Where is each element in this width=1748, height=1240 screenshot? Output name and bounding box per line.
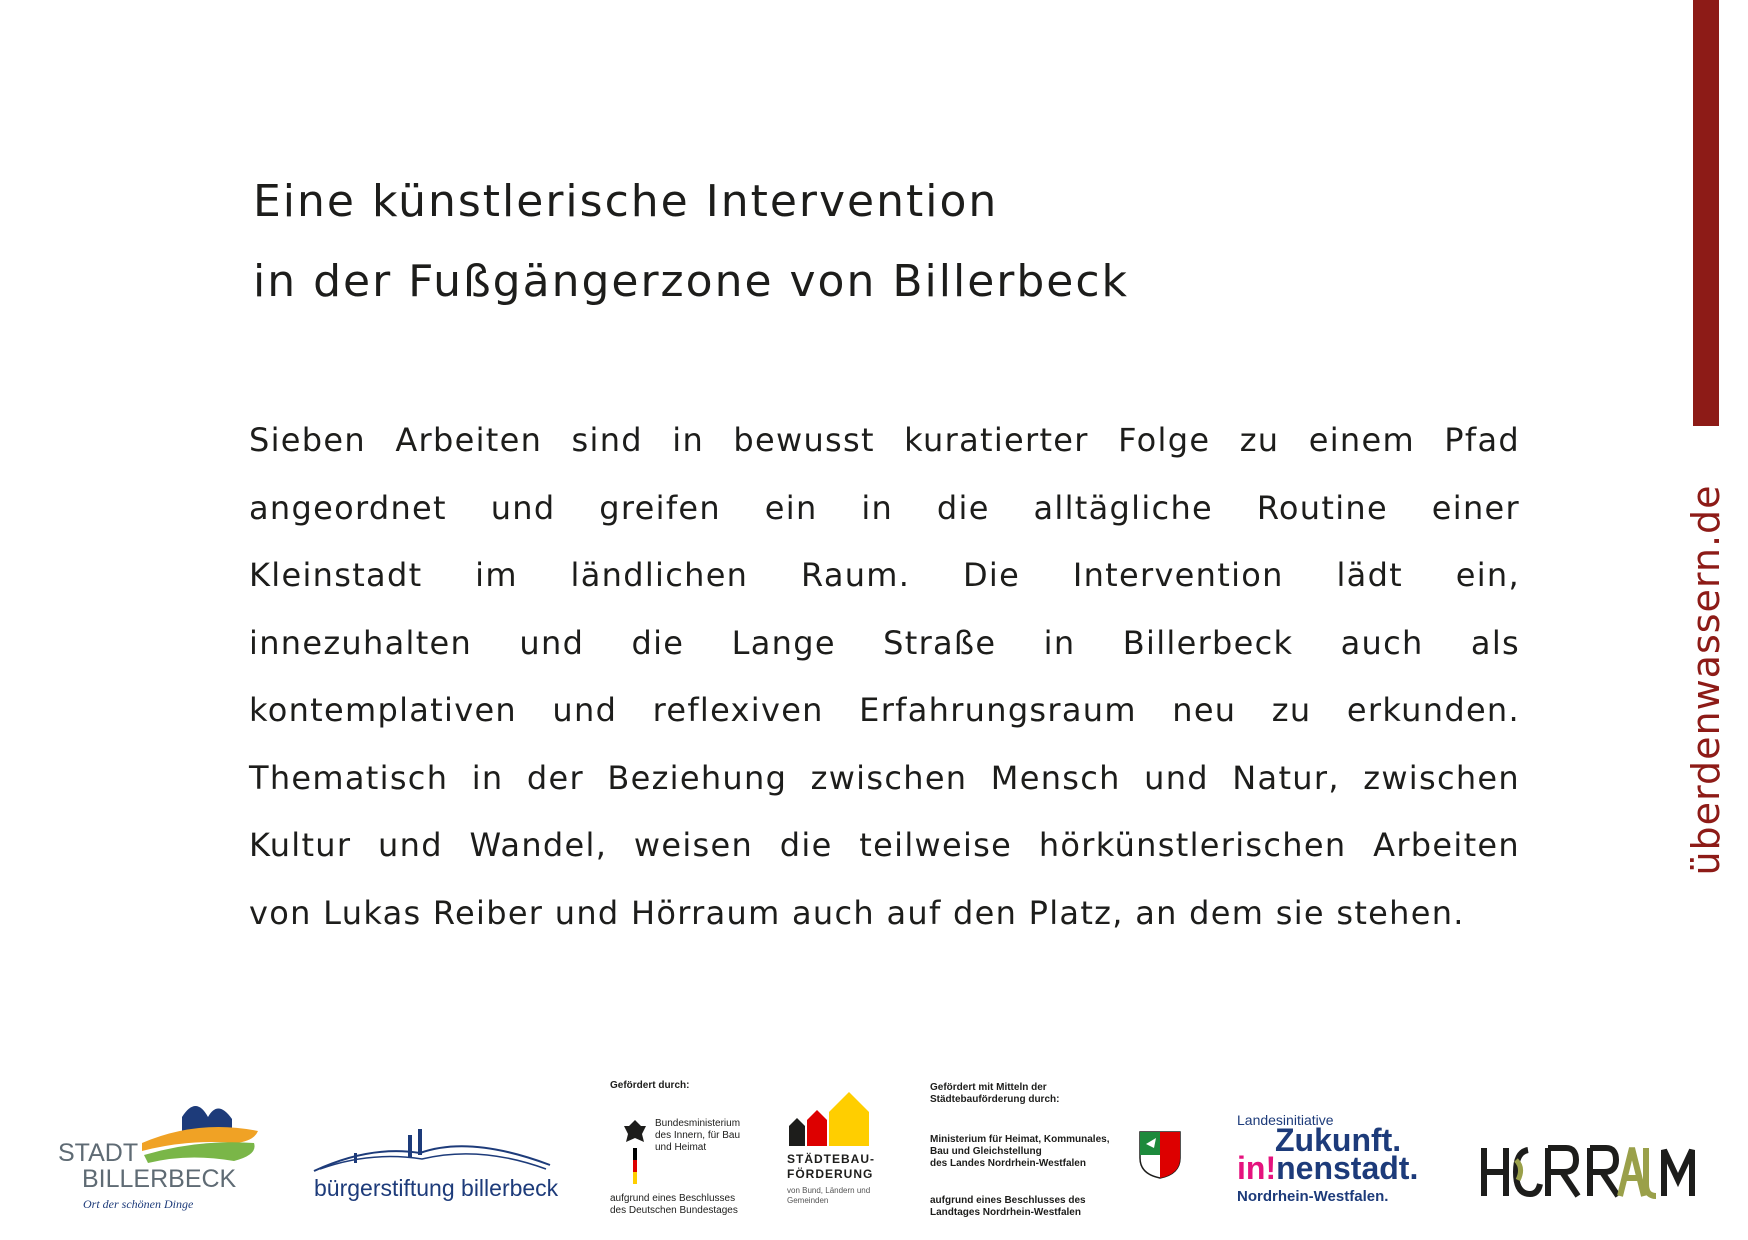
staedtebau-line-2: FÖRDERUNG [787,1167,874,1181]
bund-ministry-line-1: Bundesministerium [655,1118,741,1129]
nrw-funding-block [930,1082,1190,1222]
stadt-billerbeck-logo [58,1095,258,1220]
nrw-heading-line-1: Gefördert mit Mitteln der [930,1082,1047,1093]
staedtebau-sub-2: Gemeinden [787,1196,829,1205]
body-line: von Lukas Reiber und Hörraum auch auf den Platz, an dem sie stehen. [249,893,1465,932]
body-line: Thematisch in der Beziehung zwischen Mensch und Natur, zwischen [249,758,1520,797]
nrw-ministry-line-2: Bau und Gleichstellung [930,1146,1042,1157]
zukunft-word-1: Zukunft. [1275,1122,1402,1158]
buergerstiftung-logo [310,1125,560,1220]
staedtebaufoerderung-logo [785,1090,885,1210]
side-accent-bar [1693,0,1719,426]
zukunft-innenstadt-logo [1237,1112,1437,1212]
bund-ministry-line-2: des Innern, für Bau [655,1130,741,1141]
bund-heading: Gefördert durch: [610,1080,690,1091]
nrw-coat-of-arms-icon [1136,1130,1184,1180]
bund-foot-line-2: des Deutschen Bundestages [610,1205,738,1216]
body-line: Kleinstadt im ländlichen Raum. Die Intervention lädt ein, [249,556,1520,594]
staedtebau-line-1: STÄDTEBAU- [787,1152,875,1166]
bund-funding-block [610,1080,770,1220]
nrw-foot-line-1: aufgrund eines Beschlusses des [930,1195,1086,1206]
body-line: innezuhalten und die Lange Straße in Billerbeck auch als [249,623,1520,662]
houses-icon [787,1090,877,1146]
zukunft-in: in [1237,1150,1266,1186]
zukunft-exclaim: ! [1265,1150,1277,1186]
bund-foot-line-1: aufgrund eines Beschlusses [610,1193,736,1204]
buergerstiftung-name: bürgerstiftung billerbeck [314,1175,559,1201]
bund-ministry-line-3: und Heimat [655,1142,707,1153]
nrw-heading-line-2: Städtebauförderung durch: [930,1094,1060,1105]
zukunft-word-2 [1237,1150,1418,1187]
hoerraum-wordmark [1478,1125,1698,1210]
body-line: Kultur und Wandel, weisen die teilweise hörkünstlerischen Arbeiten [249,826,1520,864]
staedtebau-sub-1: von Bund, Ländern und [787,1186,871,1195]
headline [253,162,1129,322]
zukunft-nenstadt: nenstadt. [1276,1150,1419,1186]
nrw-ministry-line-3: des Landes Nordrhein-Westfalen [930,1158,1086,1169]
body-line: Sieben Arbeiten sind in bewusst kuratierter Folge zu einem Pfad [249,421,1520,459]
hoerraum-logo [1478,1125,1698,1210]
headline-line-1: Eine künstlerische Intervention [253,176,999,227]
zukunft-bottom: Nordrhein-Westfalen. [1237,1188,1389,1205]
nrw-ministry-line-1: Ministerium für Heimat, Kommunales, [930,1134,1110,1145]
nrw-foot-line-2: Landtages Nordrhein-Westfalen [930,1207,1081,1218]
headline-line-2: in der Fußgängerzone von Billerbeck [253,256,1130,307]
svg-text:HÖRRAUM: HÖRRAUM [1478,1125,1561,1144]
body-line: kontemplativen und reflexiven Erfahrungsraum neu zu erkunden. [249,691,1520,729]
buergerstiftung-skyline-icon [310,1125,560,1175]
body-paragraph [249,407,1520,947]
stadt-line-1: STADT [58,1139,139,1167]
federal-eagle-icon [622,1116,648,1186]
stadt-line-2: BILLERBECK [82,1165,237,1193]
body-line: angeordnet und greifen ein in die alltägliche Routine einer [249,488,1520,527]
side-url: überdenwassern.de [1684,484,1728,876]
zukunft-top: Landesinitiative [1237,1112,1334,1128]
stadt-tagline: Ort der schönen Dinge [83,1197,194,1211]
